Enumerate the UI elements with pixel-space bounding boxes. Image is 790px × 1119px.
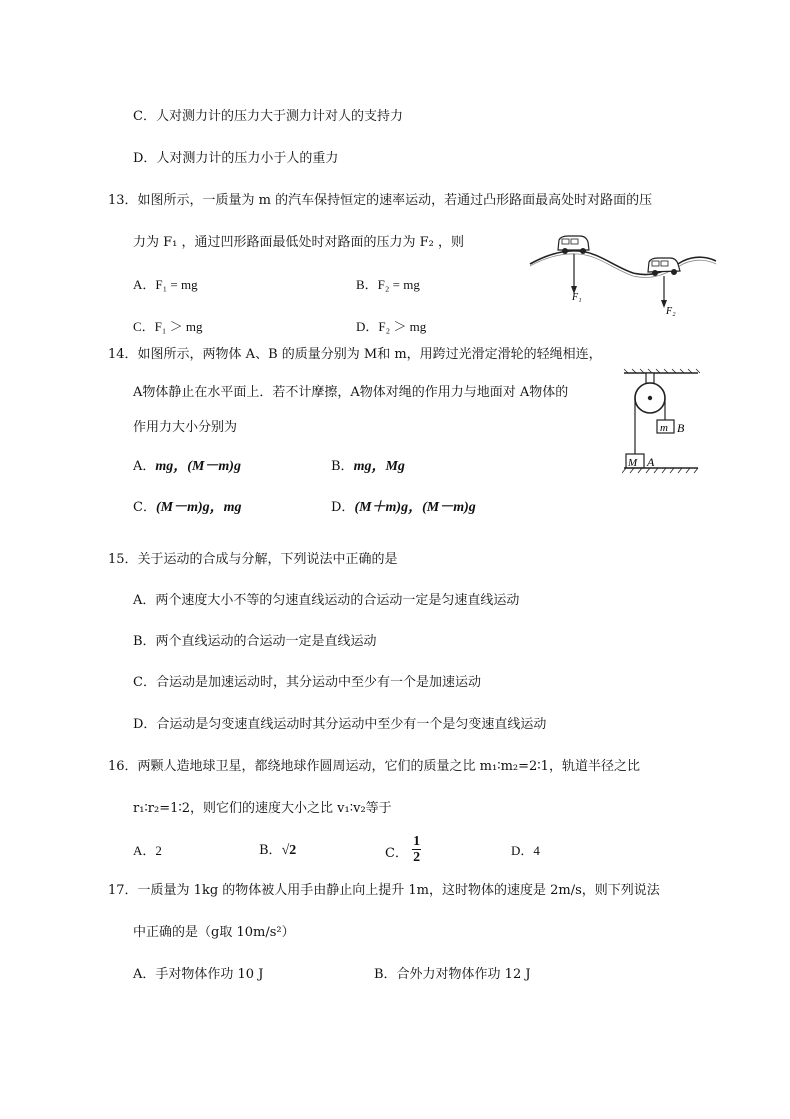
fig-label-f2: F₂ [666, 306, 676, 317]
q16-option-b-value: √2 [281, 843, 297, 858]
q15-option-b: B．两个直线运动的合运动一定是直线运动 [133, 634, 377, 649]
q14-stem-line1: 14．如图所示，两物体 A、B 的质量分别为 M和 m，用跨过光滑定滑轮的轻绳相连， [108, 347, 602, 362]
q14-option-d-label: D． [331, 500, 355, 515]
q13-option-d: D．F₂ ＞ mg [356, 319, 427, 334]
fig-block-a-mass: M [628, 457, 638, 469]
q14-option-b [331, 458, 405, 476]
q16-option-b-label: B． [259, 843, 282, 858]
q14-option-d [331, 499, 476, 517]
car-in-valley-icon [648, 258, 680, 276]
q16-option-c [385, 834, 421, 865]
q12-option-c: C．人对测力计的压力大于测力计对人的支持力 [133, 109, 403, 124]
q16-option-a: A．2 [133, 843, 162, 858]
q16-option-d: D．4 [511, 843, 540, 858]
q13-option-c: C．F₁ ＞ mg [133, 319, 203, 334]
q16-option-c-label: C． [385, 846, 408, 861]
q14-option-a-value: mg，(M－m)g [155, 459, 241, 474]
q16-stem-line2: r₁∶r₂=1∶2，则它们的速度大小之比 v₁∶v₂等于 [133, 801, 392, 816]
q17-stem-line2: 中正确的是（g取 10m/s²） [133, 925, 295, 940]
q14-option-b-value: mg，Mg [353, 459, 405, 474]
q17-stem-line1: 17．一质量为 1kg 的物体被人用手由静止向上提升 1m，这时物体的速度是 2m/s，则下列说法 [108, 883, 660, 898]
q12-option-d: D．人对测力计的压力小于人的重力 [133, 151, 339, 166]
q15-stem: 15．关于运动的合成与分解，下列说法中正确的是 [108, 552, 398, 567]
q13-road-figure [528, 228, 718, 318]
q13-option-a: A．F₁ = mg [133, 277, 198, 292]
fig-block-a-label: A [647, 455, 655, 469]
q14-option-d-value: (M＋m)g，(M－m)g [354, 500, 476, 515]
q15-option-a: A．两个速度大小不等的匀速直线运动的合运动一定是匀速直线运动 [133, 593, 520, 608]
q14-option-c-value: (M－m)g，mg [155, 500, 242, 515]
q17-option-a: A．手对物体作功 10 J [133, 967, 264, 982]
q16-option-c-fraction [412, 834, 421, 865]
q16-option-c-denominator: 2 [413, 850, 421, 865]
q16-option-b [259, 842, 296, 860]
q15-option-c: C．合运动是加速运动时，其分运动中至少有一个是加速运动 [133, 675, 481, 690]
fig-label-f1: F₁ [572, 292, 582, 303]
q14-pulley-figure [622, 368, 702, 480]
q15-option-d: D．合运动是匀变速直线运动时其分运动中至少有一个是匀变速直线运动 [133, 717, 547, 732]
q16-stem-line1: 16．两颗人造地球卫星，都绕地球作圆周运动，它们的质量之比 m₁∶m₂=2∶1，轨道半径之比 [108, 759, 640, 774]
q17-option-b: B．合外力对物体作功 12 J [374, 967, 531, 982]
fig-block-b-label: B [677, 421, 685, 435]
q13-stem-line1: 13．如图所示，一质量为 m 的汽车保持恒定的速率运动，若通过凸形路面最高处时对路面的压 [108, 193, 653, 208]
q16-option-c-numerator: 1 [413, 834, 421, 849]
q14-option-b-label: B． [331, 459, 354, 474]
q13-stem-line2: 力为 F₁ ，通过凹形路面最低处时对路面的压力为 F₂ ，则 [133, 235, 464, 250]
q14-stem-line3: 作用力大小分别为 [133, 420, 238, 435]
fig-block-b-mass: m [660, 422, 668, 434]
q14-option-a [133, 458, 241, 476]
q13-option-b: B．F₂ = mg [356, 277, 420, 292]
q14-option-a-label: A． [133, 459, 156, 474]
q14-option-c-label: C． [133, 500, 156, 515]
q14-option-c [133, 499, 242, 517]
q14-stem-line2: A物体静止在水平面上．若不计摩擦，A物体对绳的作用力与地面对 A物体的 [133, 385, 569, 400]
